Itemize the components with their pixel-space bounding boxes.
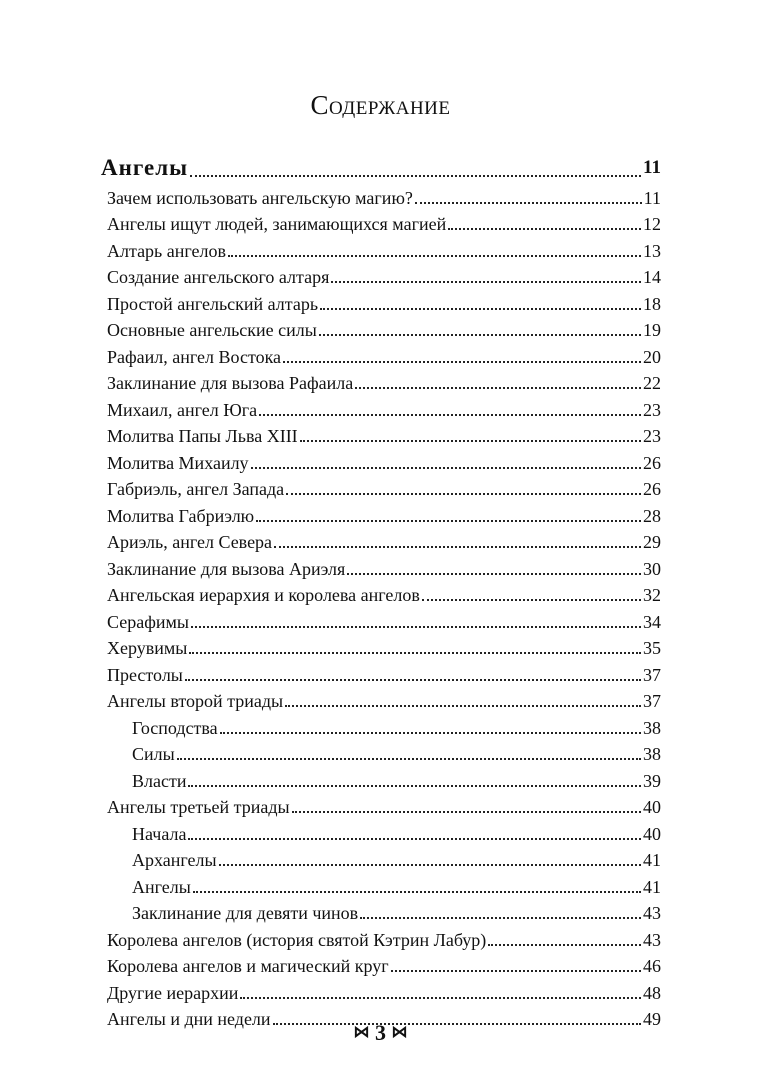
toc-entry xyxy=(101,368,661,395)
toc-entry xyxy=(101,686,661,713)
toc-entry-title: Другие иерархии xyxy=(107,982,239,1003)
toc-entry-page-number: 18 xyxy=(643,293,661,314)
toc-entry-page-number: 41 xyxy=(643,876,661,897)
toc-entry-page-number: 38 xyxy=(643,744,661,764)
toc-entry-page-number: 29 xyxy=(643,532,661,552)
toc-entry-title: Заклинание для девяти чинов xyxy=(132,903,359,923)
toc-entry-title: Алтарь ангелов xyxy=(107,240,227,261)
toc-entry xyxy=(101,262,661,289)
toc-entry xyxy=(101,447,661,474)
toc-entry-page-number: 43 xyxy=(643,929,661,950)
toc-entry-page-number: 39 xyxy=(643,770,661,791)
toc-entry xyxy=(101,845,661,872)
dot-leader xyxy=(240,997,641,999)
dot-leader xyxy=(177,758,641,760)
toc-entry-title: Молитва Габриэлю xyxy=(107,505,255,526)
dot-leader xyxy=(188,785,641,787)
toc-entry-page-number: 13 xyxy=(643,240,661,261)
toc-entry xyxy=(101,341,661,368)
dot-leader xyxy=(331,281,641,283)
dot-leader xyxy=(488,944,641,946)
toc-entry-page-number: 32 xyxy=(643,585,661,605)
toc-entry-page-number: 30 xyxy=(643,558,661,579)
toc-entry-page-number: 22 xyxy=(643,373,661,393)
dot-leader xyxy=(189,652,641,654)
toc-entry xyxy=(101,977,661,1004)
toc-entry-page-number: 43 xyxy=(643,903,661,923)
toc-entry-title: Ангельская иерархия и королева ангелов xyxy=(107,585,420,605)
dot-leader xyxy=(300,440,641,442)
toc-entry-title: Молитва Михаилу xyxy=(107,452,249,473)
toc-entry xyxy=(101,580,661,607)
toc-entry-page-number: 40 xyxy=(643,823,661,844)
dot-leader xyxy=(285,705,641,707)
toc-entry-title: Заклинание для вызова Ариэля xyxy=(107,558,346,579)
toc-entry xyxy=(101,474,661,501)
dot-leader xyxy=(355,387,641,389)
toc-entry-page-number: 11 xyxy=(643,187,661,208)
dot-leader xyxy=(347,573,641,575)
toc-entry xyxy=(101,235,661,262)
toc-entry-title: Королева ангелов (история святой Кэтрин Лабур) xyxy=(107,929,487,950)
chapter-title: Ангелы xyxy=(101,155,189,180)
toc-entry-page-number: 37 xyxy=(643,691,661,711)
toc-entry-title: Зачем использовать ангельскую магию? xyxy=(107,187,413,208)
page-folio xyxy=(0,1020,761,1046)
toc-entry xyxy=(101,182,661,209)
toc-entry xyxy=(101,633,661,660)
toc-entry-title: Рафаил, ангел Востока xyxy=(107,346,282,367)
dot-leader xyxy=(292,811,641,813)
toc-entry-title: Начала xyxy=(132,823,187,844)
toc-entry xyxy=(101,209,661,236)
toc-chapter-entry xyxy=(101,152,661,182)
dot-leader xyxy=(191,626,641,628)
toc-entry-title: Основные ангельские силы xyxy=(107,320,317,340)
toc-entry-page-number: 34 xyxy=(643,611,661,632)
toc-entry-title: Простой ангельский алтарь xyxy=(107,293,319,314)
toc-entry-page-number: 37 xyxy=(643,664,661,685)
toc-entry-title: Ангелы xyxy=(132,876,191,897)
toc-entry-page-number: 26 xyxy=(643,452,661,473)
toc-entry-title: Ангелы и дни недели xyxy=(107,1009,271,1029)
toc-entry xyxy=(101,394,661,421)
toc-entry-page-number: 26 xyxy=(643,479,661,499)
toc-entry xyxy=(101,606,661,633)
toc-entry xyxy=(101,765,661,792)
page-number: 3 xyxy=(375,1020,386,1045)
toc-entry-page-number: 20 xyxy=(643,346,661,367)
toc-entry-page-number: 35 xyxy=(643,638,661,658)
dot-leader xyxy=(391,970,641,972)
toc-entry-title: Молитва Папы Льва XIII xyxy=(107,426,298,446)
dot-leader xyxy=(259,414,641,416)
dot-leader xyxy=(274,546,641,548)
toc-entry-page-number: 14 xyxy=(643,267,661,287)
toc-entry-title: Херувимы xyxy=(107,638,188,658)
toc-entry-page-number: 46 xyxy=(643,956,661,976)
toc-entry-page-number: 41 xyxy=(643,850,661,870)
dot-leader xyxy=(251,467,641,469)
toc-entry-page-number: 40 xyxy=(643,797,661,817)
toc-entry-title: Ангелы ищут людей, занимающихся магией xyxy=(107,214,447,234)
dot-leader xyxy=(219,864,641,866)
toc-entry xyxy=(101,527,661,554)
dot-leader xyxy=(415,202,642,204)
left-ornament-icon: ⋈ xyxy=(353,1024,370,1041)
page-title: Содержание xyxy=(310,90,451,120)
dot-leader xyxy=(256,520,641,522)
toc-entry-title: Ангелы третьей триады xyxy=(107,797,290,817)
toc-entry-page-number: 38 xyxy=(643,717,661,738)
dot-leader xyxy=(283,361,641,363)
toc-entry-page-number: 48 xyxy=(643,982,661,1003)
dot-leader xyxy=(190,175,641,177)
toc-entry-title: Серафимы xyxy=(107,611,189,632)
toc-entry-title: Габриэль, ангел Запада xyxy=(107,479,285,499)
toc-entry xyxy=(101,818,661,845)
toc-entry-page-number: 12 xyxy=(643,214,661,234)
toc-entry-page-number: 19 xyxy=(643,320,661,340)
toc-entry-title: Господства xyxy=(132,717,218,738)
dot-leader xyxy=(360,917,641,919)
toc-entry xyxy=(101,924,661,951)
right-ornament-icon: ⋈ xyxy=(391,1024,408,1041)
toc-entry-title: Королева ангелов и магический круг xyxy=(107,956,389,976)
toc-entry xyxy=(101,500,661,527)
toc-entry-page-number: 23 xyxy=(643,399,661,420)
toc-entry-page-number: 49 xyxy=(643,1009,661,1029)
toc-entry-title: Ариэль, ангел Севера xyxy=(107,532,273,552)
toc-entry-page-number: 28 xyxy=(643,505,661,526)
dot-leader xyxy=(320,308,641,310)
toc-entry-title: Власти xyxy=(132,770,187,791)
toc-entry-title: Заклинание для вызова Рафаила xyxy=(107,373,354,393)
toc-entry-title: Создание ангельского алтаря xyxy=(107,267,330,287)
toc-entry xyxy=(101,659,661,686)
toc-entry-title: Престолы xyxy=(107,664,183,685)
toc-entry xyxy=(101,288,661,315)
toc-entry-title: Архангелы xyxy=(132,850,217,870)
chapter-page-number: 11 xyxy=(643,157,661,178)
dot-leader xyxy=(286,493,641,495)
dot-leader xyxy=(193,891,641,893)
toc-entry-page-number: 23 xyxy=(643,426,661,446)
toc-entry-title: Силы xyxy=(132,744,175,764)
toc-entry xyxy=(101,898,661,925)
dot-leader xyxy=(188,838,641,840)
toc-entry xyxy=(101,553,661,580)
toc-entry xyxy=(101,951,661,978)
toc-entry xyxy=(101,421,661,448)
dot-leader xyxy=(319,334,641,336)
toc-entry-title: Михаил, ангел Юга xyxy=(107,399,258,420)
dot-leader xyxy=(220,732,641,734)
toc-entry xyxy=(101,739,661,766)
dot-leader xyxy=(422,599,641,601)
toc-list xyxy=(101,182,661,1030)
dot-leader xyxy=(448,228,641,230)
toc-entry-title: Ангелы второй триады xyxy=(107,691,284,711)
toc-entry xyxy=(101,712,661,739)
dot-leader xyxy=(228,255,641,257)
toc-entry xyxy=(101,871,661,898)
dot-leader xyxy=(185,679,641,681)
toc-entry xyxy=(101,315,661,342)
toc-entry xyxy=(101,792,661,819)
